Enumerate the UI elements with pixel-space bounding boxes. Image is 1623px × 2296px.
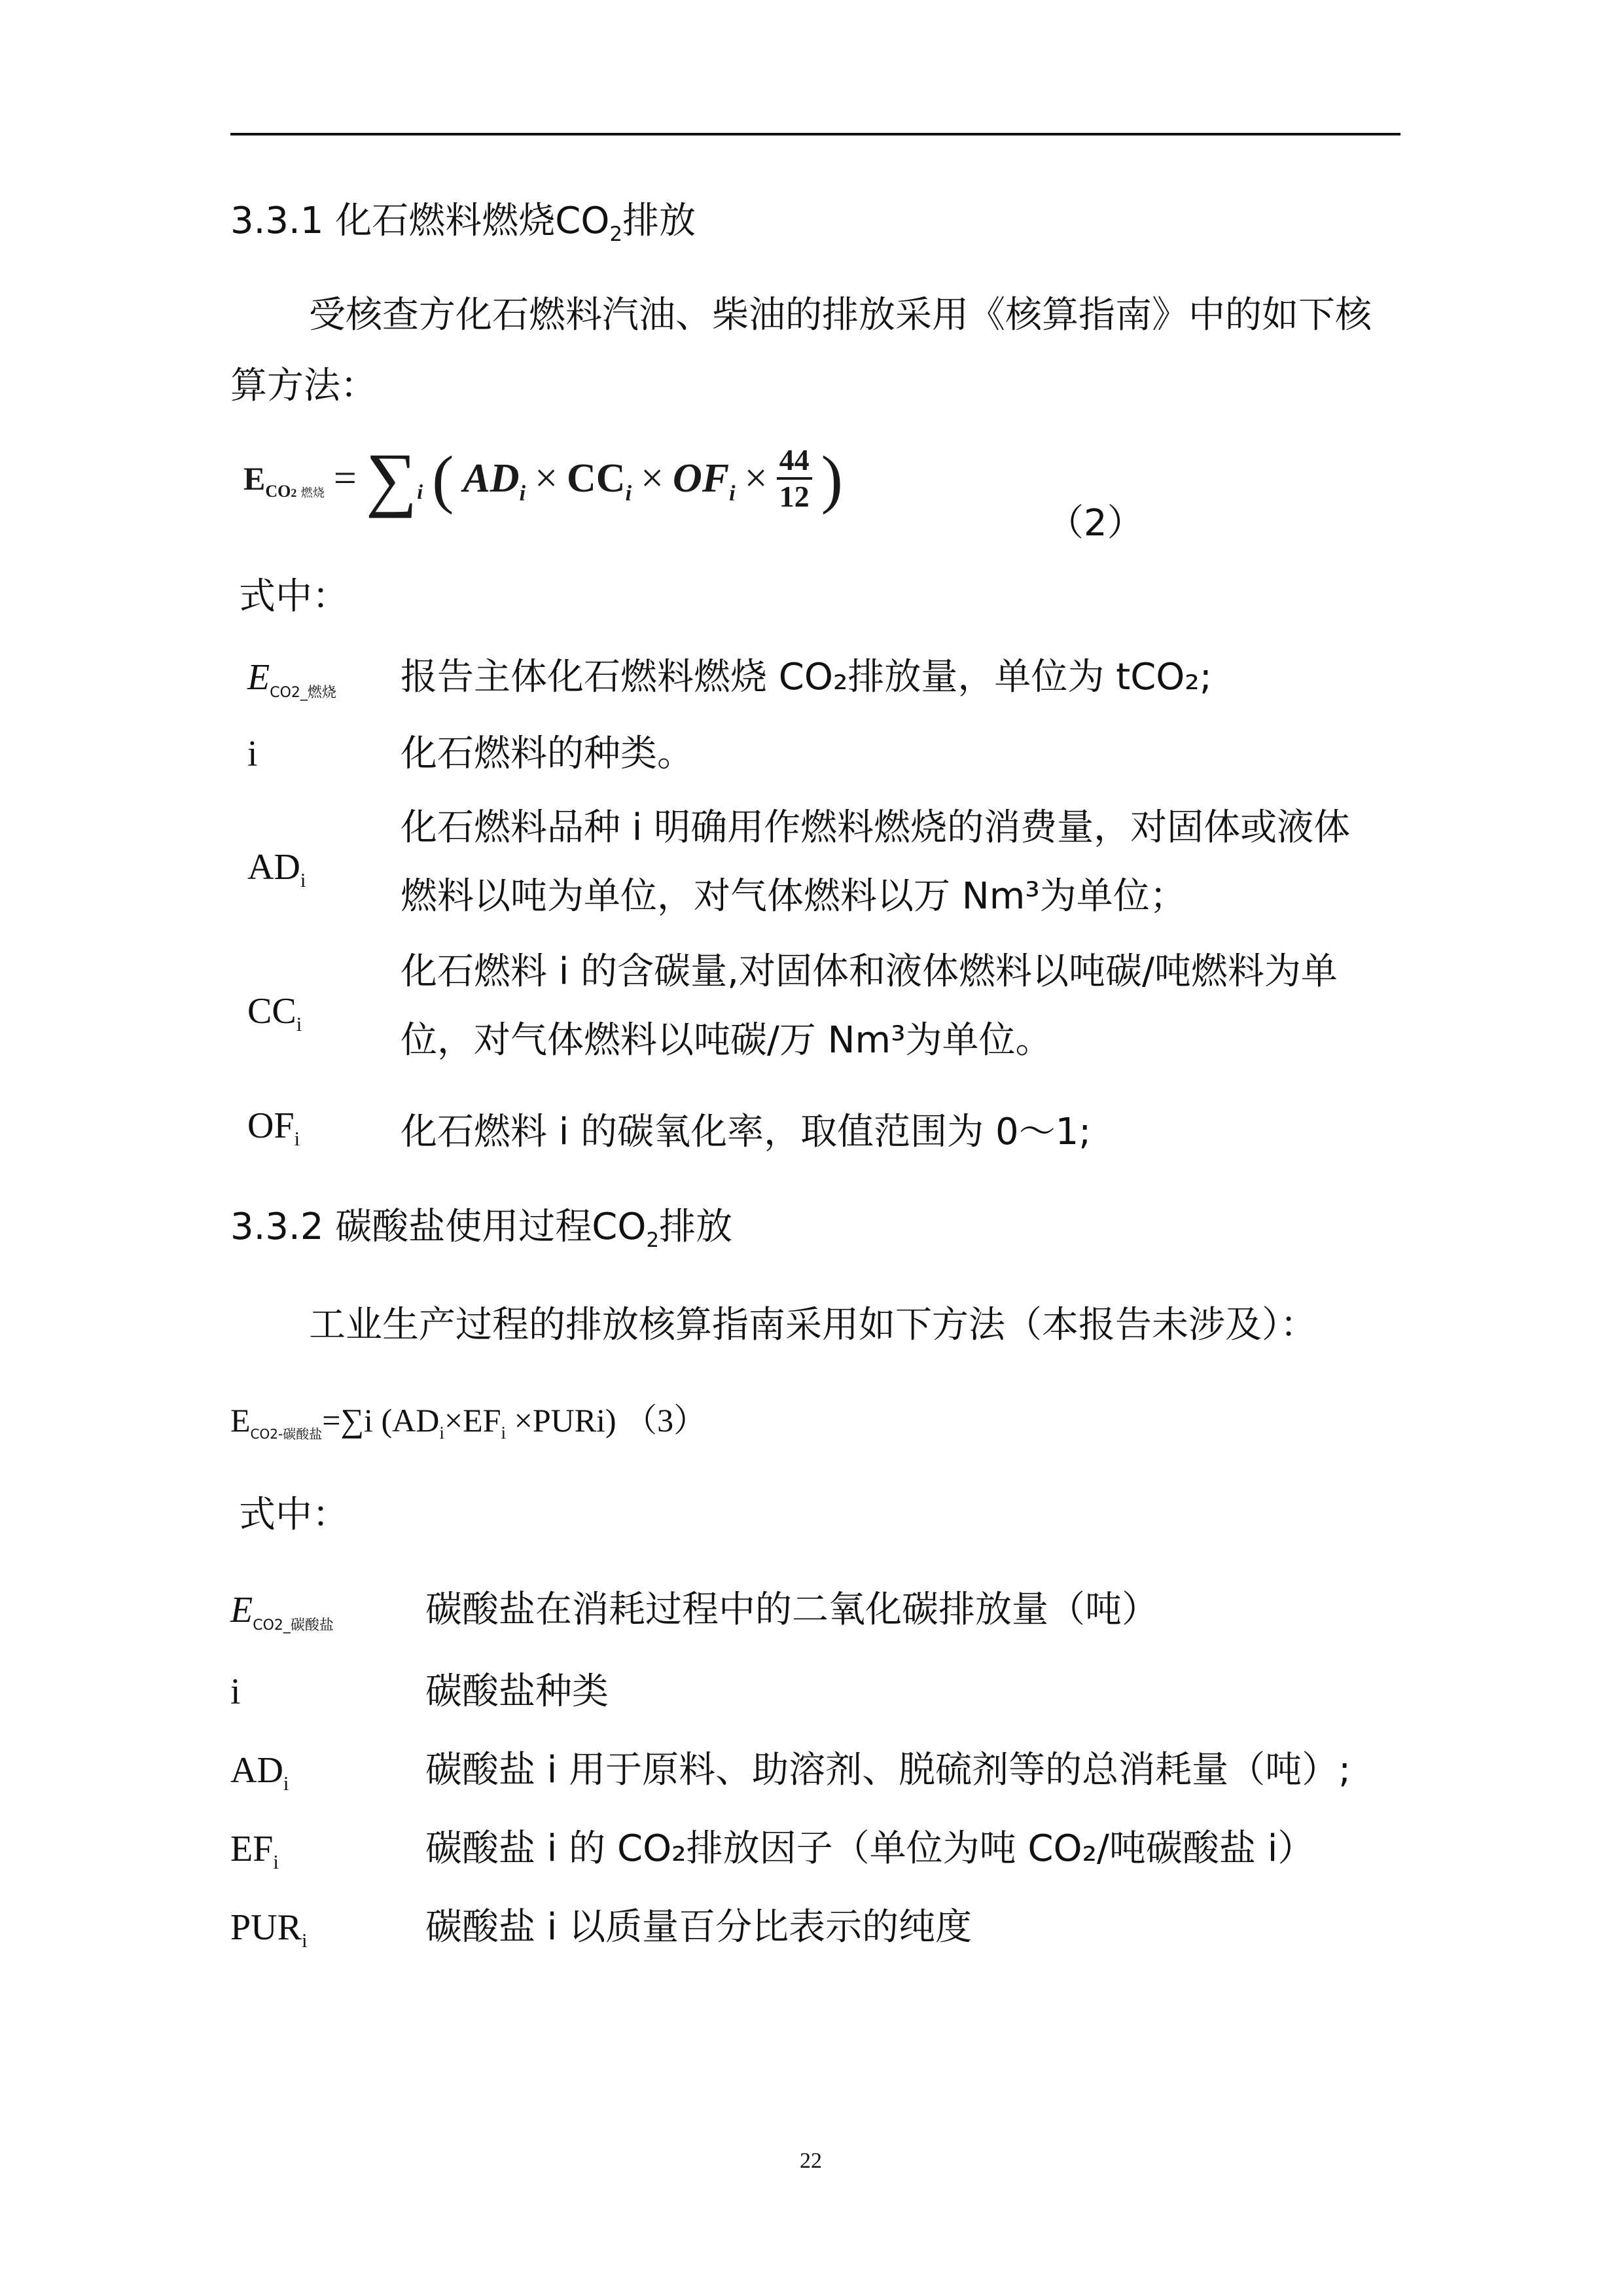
def2-symbol-ad: $AD_i$ bbox=[230, 1750, 289, 1795]
def-desc-e-combustion: 报告主体化石燃料燃烧 CO₂排放量，单位为 tCO₂; bbox=[401, 656, 1212, 698]
formula-right-paren: ) bbox=[821, 442, 843, 515]
section-heading-3-3-2: 3.3.2 碳酸盐使用过程$CO_2$排放 bbox=[230, 1206, 733, 1253]
def-symbol-cc: $CC_i$ bbox=[247, 991, 302, 1036]
def2-symbol-e-carbonate: $E_{CO2\_碳酸盐}$ bbox=[230, 1590, 334, 1634]
sigma-symbol: ∑ bbox=[365, 439, 418, 518]
def2-symbol-ef: $EF_i$ bbox=[230, 1829, 279, 1874]
def-desc-i: 化石燃料的种类。 bbox=[401, 732, 694, 775]
formula-2-number: （2） bbox=[1047, 502, 1144, 545]
def-symbol-ad: $AD_i$ bbox=[247, 847, 306, 892]
def2-desc-pur: 碳酸盐 i 以质量百分比表示的纯度 bbox=[425, 1906, 972, 1948]
where-label-1: 式中： bbox=[239, 575, 349, 618]
formula-ad: $AD_i$ bbox=[463, 456, 526, 505]
def2-symbol-i: i bbox=[230, 1672, 241, 1712]
def-desc-ad-line-1: 化石燃料品种 i 明确用作燃料燃烧的消费量，对固体或液体 bbox=[401, 806, 1351, 849]
def-desc-ad-line-2: 燃料以吨为单位，对气体燃料以万 Nm³为单位； bbox=[401, 875, 1186, 918]
formula-cc: $CC_i$ bbox=[567, 456, 632, 505]
def-desc-of: 化石燃料 i 的碳氧化率，取值范围为 0～1; bbox=[401, 1111, 1092, 1153]
def-desc-cc-line-1: 化石燃料 i 的含碳量,对固体和液体燃料以吨碳/吨燃料为单 bbox=[401, 950, 1338, 993]
def2-desc-i: 碳酸盐种类 bbox=[425, 1670, 609, 1713]
page-number: 22 bbox=[800, 2149, 822, 2173]
intro-paragraph-line-1: 受核查方化石燃料汽油、柴油的排放采用《核算指南》中的如下核 bbox=[309, 294, 1372, 336]
formula-of: $OF_i$ bbox=[673, 456, 736, 505]
intro-paragraph-2: 工业生产过程的排放核算指南采用如下方法（本报告未涉及）： bbox=[309, 1304, 1317, 1346]
formula-3: $E_{CO2-碳酸盐}=\sum i$ ($AD_i\times EF_i$ ×PURi) （3） bbox=[230, 1402, 707, 1443]
formula-2: $E_{CO2 燃烧}$ = ∑ i ( $AD_i$ × $CC_i$ × $OF_i$ × $\frac{44}{12}$ ) bbox=[243, 439, 843, 518]
formula-left-paren: ( bbox=[432, 442, 454, 515]
def-symbol-of: $OF_i$ bbox=[247, 1105, 300, 1151]
formula-lhs: $E_{CO2 燃烧}$ bbox=[243, 460, 325, 501]
section-heading-3-3-1: 3.3.1 化石燃料燃烧$CO_2$排放 bbox=[230, 200, 696, 247]
intro-paragraph-line-2: 算方法： bbox=[230, 365, 377, 407]
where-label-2: 式中： bbox=[239, 1494, 349, 1536]
def-symbol-i: i bbox=[247, 734, 258, 774]
def2-desc-ad: 碳酸盐 i 用于原料、助溶剂、脱硫剂等的总消耗量（吨）; bbox=[425, 1749, 1351, 1791]
header-rule bbox=[230, 133, 1400, 135]
formula-fraction: $\frac{44}{12}$ bbox=[777, 443, 812, 514]
def2-desc-e-carbonate: 碳酸盐在消耗过程中的二氧化碳排放量（吨） bbox=[425, 1588, 1158, 1631]
def2-desc-ef: 碳酸盐 i 的 CO₂排放因子（单位为吨 CO₂/吨碳酸盐 i） bbox=[425, 1827, 1315, 1870]
def2-symbol-pur: $PUR_i$ bbox=[230, 1907, 308, 1952]
def-symbol-e-combustion: $E_{CO2\_燃烧}$ bbox=[247, 657, 336, 702]
def-desc-cc-line-2: 位，对气体燃料以吨碳/万 Nm³为单位。 bbox=[401, 1019, 1052, 1062]
formula-equals: = bbox=[333, 456, 357, 501]
